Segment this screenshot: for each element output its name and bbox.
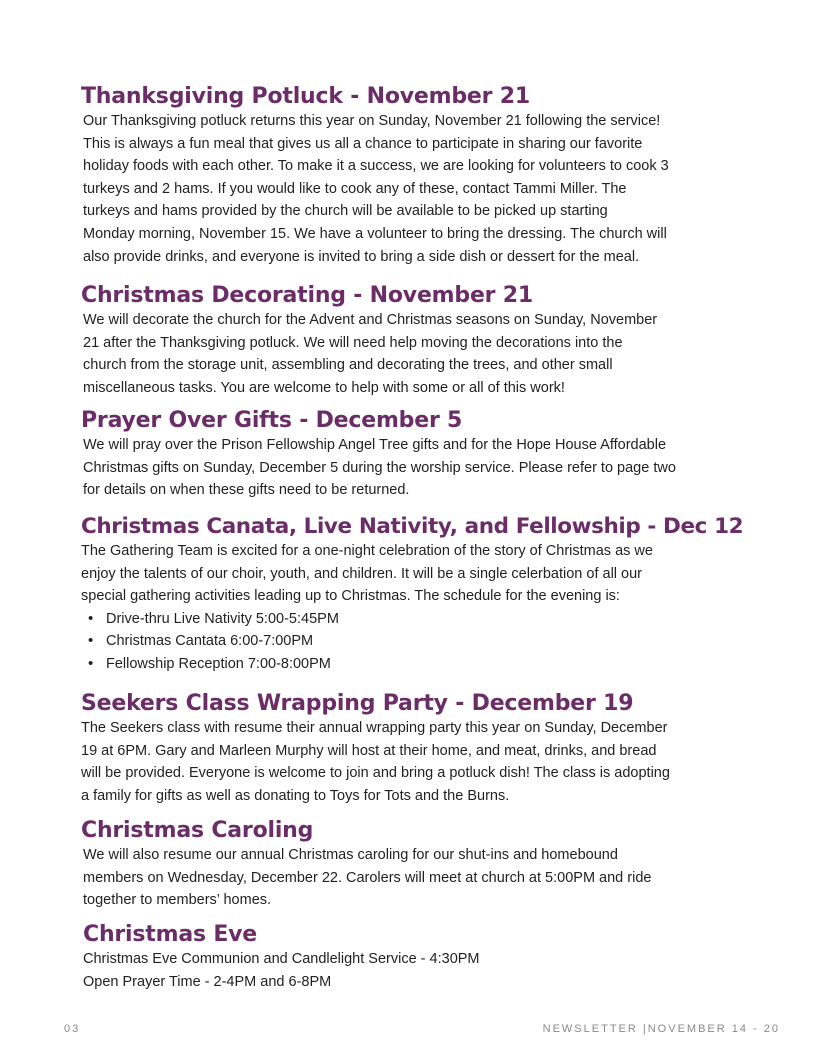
section-body	[83, 844, 741, 912]
body-line: church from the storage unit, assembling and decorating the trees, and other small	[83, 357, 613, 374]
section-heading: Thanksgiving Potluck - November 21	[81, 84, 530, 109]
body-line: Christmas gifts on Sunday, December 5 during the worship service. Please refer to page two	[83, 459, 676, 476]
section-heading: Christmas Eve	[83, 922, 258, 947]
body-line: 19 at 6PM. Gary and Marleen Murphy will host at their home, and meat, drinks, and bread	[81, 742, 657, 759]
body-line: for details on when these gifts need to be returned.	[83, 482, 410, 499]
body-line: We will pray over the Prison Fellowship Angel Tree gifts and for the Hope House Affordable	[83, 437, 667, 453]
body-line: members on Wednesday, December 22. Carolers will meet at church at 5:00PM and ride	[83, 869, 652, 886]
body-line: The Seekers class with resume their annual wrapping party this year on Sunday, December	[81, 720, 668, 736]
page-number: 03	[64, 1023, 81, 1035]
body-line: 21 after the Thanksgiving potluck. We will need help moving the decorations into the	[83, 334, 623, 351]
section-prayer-over-gifts	[81, 408, 741, 502]
section-christmas-caroling	[81, 818, 741, 912]
section-christmas-cantata	[81, 514, 761, 676]
body-line: Our Thanksgiving potluck returns this year on Sunday, November 21 following the service!	[83, 113, 661, 129]
body-line: The Gathering Team is excited for a one-night celebration of the story of Christmas as we	[81, 543, 653, 559]
section-body	[81, 717, 741, 807]
section-heading: Seekers Class Wrapping Party - December 19	[81, 691, 634, 716]
section-body	[83, 110, 741, 268]
section-seekers-wrapping-party	[81, 691, 741, 807]
schedule-item: • Drive-thru Live Nativity 5:00-5:45PM	[81, 608, 761, 631]
section-heading: Christmas Decorating - November 21	[81, 283, 533, 308]
schedule-item: • Fellowship Reception 7:00-8:00PM	[81, 653, 761, 676]
body-line: a family for gifts as well as donating to Toys for Tots and the Burns.	[81, 787, 510, 804]
body-line: will be provided. Everyone is welcome to join and bring a potluck dish! The class is adopting	[81, 765, 670, 782]
body-line: Monday morning, November 15. We have a volunteer to bring the dressing. The church will	[83, 225, 667, 242]
section-heading: Prayer Over Gifts - December 5	[81, 408, 463, 433]
body-line: We will also resume our annual Christmas caroling for our shut-ins and homebound	[83, 847, 618, 863]
section-body	[81, 540, 761, 608]
section-thanksgiving-potluck	[81, 84, 741, 268]
body-line: also provide drinks, and everyone is invited to bring a side dish or dessert for the meal.	[83, 248, 640, 265]
body-line: turkeys and hams provided by the church will be available to be picked up starting	[83, 203, 608, 220]
body-line: turkeys and 2 hams. If you would like to cook any of these, contact Tammi Miller. The	[83, 180, 627, 197]
schedule-item: • Christmas Cantata 6:00-7:00PM	[81, 630, 761, 653]
body-line: This is always a fun meal that gives us all a chance to participate in sharing our favorite	[83, 135, 643, 152]
body-line: Open Prayer Time - 2-4PM and 6-8PM	[83, 973, 332, 990]
section-christmas-decorating	[81, 283, 741, 399]
body-line: Christmas Eve Communion and Candlelight Service - 4:30PM	[83, 951, 480, 967]
section-body	[83, 948, 741, 993]
body-line: together to members’ homes.	[83, 892, 272, 909]
section-body	[83, 434, 741, 502]
footer-label: NEWSLETTER |NOVEMBER 14 - 20	[542, 1023, 780, 1035]
section-heading: Christmas Caroling	[81, 818, 314, 843]
section-heading: Christmas Canata, Live Nativity, and Fellowship - Dec 12	[81, 514, 744, 539]
section-body	[83, 309, 741, 399]
section-christmas-eve	[81, 922, 741, 993]
body-line: We will decorate the church for the Advent and Christmas seasons on Sunday, November	[83, 312, 658, 328]
body-line: holiday foods with each other. To make it a success, we are looking for volunteers to cook 3	[83, 158, 669, 175]
body-line: miscellaneous tasks. You are welcome to help with some or all of this work!	[83, 379, 565, 396]
body-line: special gathering activities leading up to Christmas. The schedule for the evening is:	[81, 588, 620, 605]
body-line: enjoy the talents of our choir, youth, and children. It will be a single celerbation of all our	[81, 565, 642, 582]
schedule-list	[81, 608, 761, 676]
